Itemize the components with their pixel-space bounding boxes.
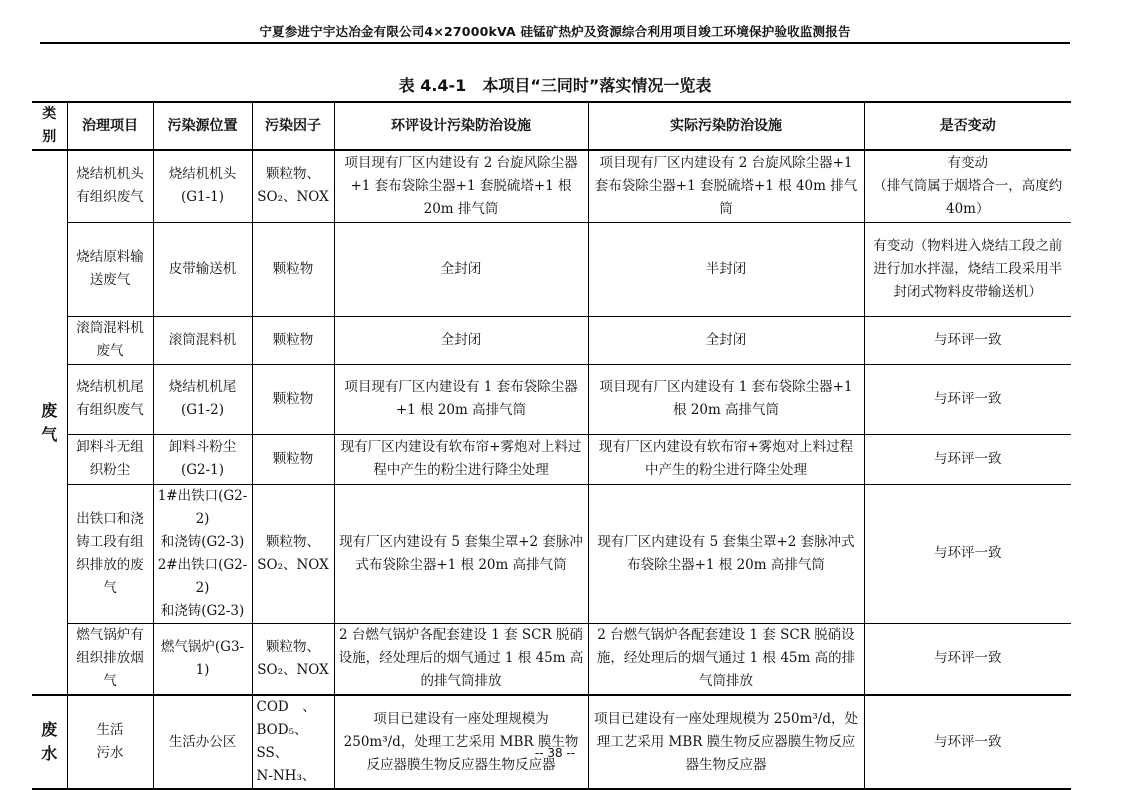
cell-actual: 项目已建设有一座处理规模为 250m³/d，处理工艺采用 MBR 膜生物反应器膜生物反应器生物反应器 — [588, 695, 864, 789]
cell-source: 烧结机机头 (G1-1) — [153, 150, 252, 222]
column-header-change: 是否变动 — [864, 102, 1071, 150]
table-row — [32, 150, 1071, 222]
cell-item: 烧结原料输送废气 — [67, 222, 153, 316]
column-header-source: 污染源位置 — [153, 102, 252, 150]
cell-factor: 颗粒物、 SO₂、NOX — [252, 623, 334, 695]
table-row — [32, 623, 1071, 695]
cell-source: 1#出铁口(G2-2) 和浇铸(G2-3) 2#出铁口(G2-2) 和浇铸(G2-3) — [153, 484, 252, 623]
column-header-actual: 实际污染防治设施 — [588, 102, 864, 150]
cell-actual: 现有厂区内建设有软布帘+雾炮对上料过程中产生的粉尘进行降尘处理 — [588, 434, 864, 484]
cell-change: 与环评一致 — [864, 364, 1071, 434]
cell-design: 全封闭 — [334, 222, 588, 316]
cell-source: 生活办公区 — [153, 695, 252, 789]
report-header: 宁夏参进宁宇达冶金有限公司4×27000kVA 硅锰矿热炉及资源综合利用项目竣工环境保护验收监测报告 — [259, 24, 851, 39]
cell-design: 现有厂区内建设有软布帘+雾炮对上料过程中产生的粉尘进行降尘处理 — [334, 434, 588, 484]
cell-design: 项目现有厂区内建设有 1 套布袋除尘器+1 根 20m 高排气筒 — [334, 364, 588, 434]
cell-design: 项目现有厂区内建设有 2 台旋风除尘器+1 套布袋除尘器+1 套脱硫塔+1 根 20m 排气筒 — [334, 150, 588, 222]
cell-item: 烧结机机尾有组织废气 — [67, 364, 153, 434]
table-row — [32, 695, 1071, 789]
column-header-design: 环评设计污染防治设施 — [334, 102, 588, 150]
cell-design: 现有厂区内建设有 5 套集尘罩+2 套脉冲式布袋除尘器+1 根 20m 高排气筒 — [334, 484, 588, 623]
cell-source: 滚筒混料机 — [153, 316, 252, 364]
column-header-category: 类别 — [32, 102, 67, 150]
cell-factor: 颗粒物 — [252, 434, 334, 484]
category-waste-gas: 废气 — [32, 150, 67, 695]
cell-actual: 全封闭 — [588, 316, 864, 364]
cell-actual: 2 台燃气锅炉各配套建设 1 套 SCR 脱硝设施，经处理后的烟气通过 1 根 45m 高的排气筒排放 — [588, 623, 864, 695]
cell-change: 与环评一致 — [864, 316, 1071, 364]
three-simultaneous-table — [32, 101, 1071, 790]
cell-source: 烧结机机尾 (G1-2) — [153, 364, 252, 434]
table-title: 表 4.4-1 本项目“三同时”落实情况一览表 — [398, 76, 712, 95]
cell-change: 与环评一致 — [864, 484, 1071, 623]
cell-source: 燃气锅炉(G3-1) — [153, 623, 252, 695]
cell-actual: 半封闭 — [588, 222, 864, 316]
cell-item: 烧结机机头有组织废气 — [67, 150, 153, 222]
cell-actual: 现有厂区内建设有 5 套集尘罩+2 套脉冲式布袋除尘器+1 根 20m 高排气筒 — [588, 484, 864, 623]
cell-factor: 颗粒物 — [252, 316, 334, 364]
table-row — [32, 222, 1071, 316]
cell-design: 项目已建设有一座处理规模为 250m³/d，处理工艺采用 MBR 膜生物反应器膜生物反应器生物反应器 — [334, 695, 588, 789]
cell-item: 滚筒混料机废气 — [67, 316, 153, 364]
cell-item: 燃气锅炉有组织排放烟气 — [67, 623, 153, 695]
table-row — [32, 316, 1071, 364]
cell-factor: 颗粒物、 SO₂、NOX — [252, 150, 334, 222]
cell-item: 卸料斗无组织粉尘 — [67, 434, 153, 484]
table-row — [32, 364, 1071, 434]
cell-design: 2 台燃气锅炉各配套建设 1 套 SCR 脱硝设施，经处理后的烟气通过 1 根 45m 高的排气筒排放 — [334, 623, 588, 695]
page-number: -- 38 -- — [534, 746, 576, 760]
category-waste-water: 废水 — [32, 695, 67, 789]
cell-actual: 项目现有厂区内建设有 1 套布袋除尘器+1 根 20m 高排气筒 — [588, 364, 864, 434]
cell-item: 出铁口和浇铸工段有组织排放的废气 — [67, 484, 153, 623]
cell-factor: 颗粒物、 SO₂、NOX — [252, 484, 334, 623]
cell-factor: 颗粒物 — [252, 222, 334, 316]
cell-factor: 颗粒物 — [252, 364, 334, 434]
cell-change: 有变动（物料进入烧结工段之前进行加水拌湿，烧结工段采用半封闭式物料皮带输送机） — [864, 222, 1071, 316]
cell-factor: COD 、 BOD₅、SS、 N-NH₃、 — [252, 695, 334, 789]
cell-design: 全封闭 — [334, 316, 588, 364]
cell-source: 卸料斗粉尘 (G2-1) — [153, 434, 252, 484]
cell-item: 生活 污水 — [67, 695, 153, 789]
cell-source: 皮带输送机 — [153, 222, 252, 316]
cell-change: 与环评一致 — [864, 434, 1071, 484]
cell-change: 与环评一致 — [864, 695, 1071, 789]
cell-change: 有变动 （排气筒属于烟塔合一，高度约 40m） — [864, 150, 1071, 222]
cell-change: 与环评一致 — [864, 623, 1071, 695]
header-rule — [40, 42, 1070, 44]
column-header-factor: 污染因子 — [252, 102, 334, 150]
column-header-item: 治理项目 — [67, 102, 153, 150]
table-row — [32, 484, 1071, 623]
cell-actual: 项目现有厂区内建设有 2 台旋风除尘器+1 套布袋除尘器+1 套脱硫塔+1 根 40m 排气筒 — [588, 150, 864, 222]
table-row — [32, 434, 1071, 484]
